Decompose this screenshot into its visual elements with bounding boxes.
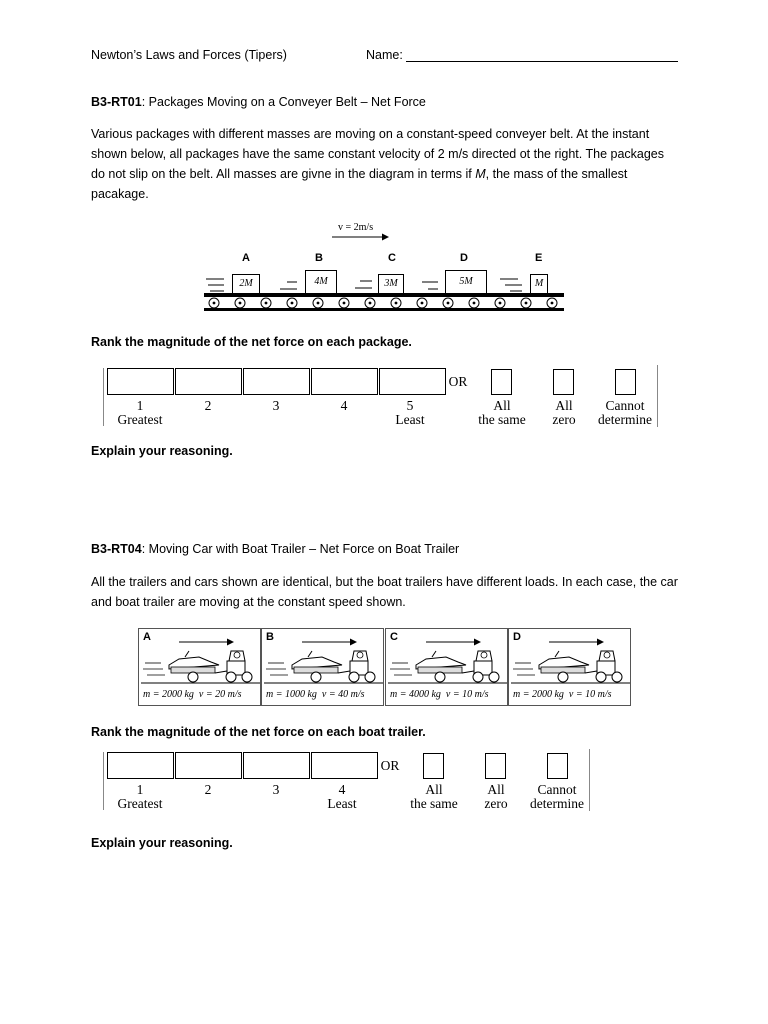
q2-description: All the trailers and cars shown are identical, but the boat trailers have different loads. In each case, the car and boat trailer are moving at the constant speed shown.: [91, 575, 678, 609]
car-panel-letter-a: A: [143, 631, 151, 643]
q2-least-label: Least: [327, 796, 357, 811]
worksheet-title: Newton’s Laws and Forces (Tipers): [91, 48, 287, 62]
q1-rank-label-1: 1: [136, 398, 144, 413]
q2-option-all-same-line1: All: [425, 782, 443, 797]
name-field-row: [366, 48, 678, 62]
package-d: 5M: [445, 270, 487, 294]
q1-ranking-area: [103, 365, 658, 429]
q1-rank-label-5: 5: [406, 398, 414, 413]
car-panel-mass-c: m = 4000 kg: [390, 689, 441, 700]
q1-option-all-zero-line2: zero: [552, 412, 576, 427]
q1-heading: [91, 95, 426, 109]
q2-option-all-zero-line2: zero: [484, 796, 508, 811]
q1-rank-box-4[interactable]: [311, 368, 378, 395]
car-panel-letter-d: D: [513, 631, 521, 643]
q1-option-all-zero-line1: All: [555, 398, 573, 413]
q1-option-all-same-line1: All: [493, 398, 511, 413]
q2-explain: Explain your reasoning.: [91, 836, 233, 850]
q2-rank-box-4[interactable]: [311, 752, 378, 779]
q2-all-zero-box[interactable]: [485, 753, 506, 779]
q1-all-same-box[interactable]: [491, 369, 512, 395]
car-panel-letter-b: B: [266, 631, 274, 643]
q1-rank-box-2[interactable]: [175, 368, 242, 395]
q1-or-label: OR: [448, 374, 468, 389]
q2-option-all-zero-line1: All: [487, 782, 505, 797]
car-panels: [138, 628, 631, 706]
q1-option-all-same-line2: the same: [478, 412, 526, 427]
q1-rank-label-3: 3: [272, 398, 280, 413]
car-panel-mass-d: m = 2000 kg: [513, 689, 564, 700]
q2-option-all-same-line2: the same: [410, 796, 458, 811]
car-panel-speed-b: v = 40 m/s: [321, 689, 365, 700]
q1-option-cannot-line2: determine: [598, 412, 652, 427]
package-letter-b: B: [315, 252, 323, 264]
car-panel-a: [138, 628, 261, 706]
q1-option-cannot-line1: Cannot: [605, 398, 645, 413]
car-panel-caption-c: [390, 689, 489, 700]
q2-rank-label-1: 1: [136, 782, 144, 797]
q1-rank-box-1[interactable]: [107, 368, 174, 395]
q2-code: B3-RT04: [91, 542, 142, 556]
car-panel-speed-a: v = 20 m/s: [198, 689, 242, 700]
q1-cannot-determine-box[interactable]: [615, 369, 636, 395]
q1-greatest-label: Greatest: [117, 412, 163, 427]
car-trailer-illustration-d: [509, 629, 632, 689]
velocity-arrow: [330, 232, 390, 242]
q2-heading: [91, 542, 459, 556]
package-letter-e: E: [535, 252, 543, 264]
q2-rank-box-2[interactable]: [175, 752, 242, 779]
q1-rank-box-3[interactable]: [243, 368, 310, 395]
q2-rank-label-4: 4: [338, 782, 346, 797]
car-panel-speed-c: v = 10 m/s: [445, 689, 489, 700]
q1-description-text: Various packages with different masses are moving on a constant-speed conveyer belt. At the instant shown below, all packages have the same constant velocity of 2 m/s directed ot the right. The packages do not slip on the belt. All masses are givne in the diagram in terms if: [91, 127, 665, 181]
q1-rank-label-4: 4: [340, 398, 348, 413]
package-letter-d: D: [460, 252, 468, 264]
car-trailer-illustration-c: [386, 629, 509, 689]
car-panel-caption-d: [513, 689, 612, 700]
car-trailer-illustration-b: [262, 629, 385, 689]
q2-greatest-label: Greatest: [117, 796, 163, 811]
q1-rank-box-5[interactable]: [379, 368, 446, 395]
q2-prompt: Rank the magnitude of the net force on each boat trailer.: [91, 725, 426, 739]
conveyor-belt: [200, 258, 570, 318]
q1-explain: Explain your reasoning.: [91, 444, 233, 458]
q1-all-zero-box[interactable]: [553, 369, 574, 395]
package-letter-a: A: [242, 252, 250, 264]
package-c: 3M: [378, 274, 404, 294]
q2-title: : Moving Car with Boat Trailer – Net Force on Boat Trailer: [141, 542, 460, 556]
car-panel-mass-b: m = 1000 kg: [266, 689, 317, 700]
car-panel-b: [261, 628, 384, 706]
q1-title: : Packages Moving on a Conveyer Belt – Net Force: [141, 95, 426, 109]
car-trailer-illustration-a: [139, 629, 262, 689]
name-label: Name:: [366, 48, 403, 62]
name-input-line[interactable]: [406, 48, 678, 62]
car-panel-caption-a: [143, 689, 242, 700]
package-b: 4M: [305, 270, 337, 294]
package-e: M: [530, 274, 548, 294]
car-panel-d: [508, 628, 631, 706]
q2-ranking-area: [103, 749, 590, 813]
q1-least-label: Least: [395, 412, 425, 427]
q2-option-cannot-line2: determine: [530, 796, 584, 811]
q1-description-end: , the mass of the smallest pacakage.: [91, 167, 628, 201]
conveyor-diagram: [200, 218, 570, 318]
q1-mass-symbol: M: [475, 167, 486, 181]
car-panel-speed-d: v = 10 m/s: [568, 689, 612, 700]
car-panel-c: [385, 628, 508, 706]
q2-rank-label-2: 2: [204, 782, 212, 797]
car-panel-caption-b: [266, 689, 365, 700]
package-a: 2M: [232, 274, 260, 294]
q2-option-cannot-line1: Cannot: [537, 782, 577, 797]
q1-description: [91, 124, 681, 204]
q2-rank-box-3[interactable]: [243, 752, 310, 779]
q2-rank-label-3: 3: [272, 782, 280, 797]
car-panel-mass-a: m = 2000 kg: [143, 689, 194, 700]
q2-or-label: OR: [380, 758, 400, 773]
q1-prompt: Rank the magnitude of the net force on each package.: [91, 335, 412, 349]
package-letter-c: C: [388, 252, 396, 264]
car-panel-letter-c: C: [390, 631, 398, 643]
q2-cannot-determine-box[interactable]: [547, 753, 568, 779]
velocity-label: v = 2m/s: [338, 222, 374, 233]
q2-all-same-box[interactable]: [423, 753, 444, 779]
q1-rank-label-2: 2: [204, 398, 212, 413]
q2-rank-box-1[interactable]: [107, 752, 174, 779]
q1-code: B3-RT01: [91, 95, 142, 109]
